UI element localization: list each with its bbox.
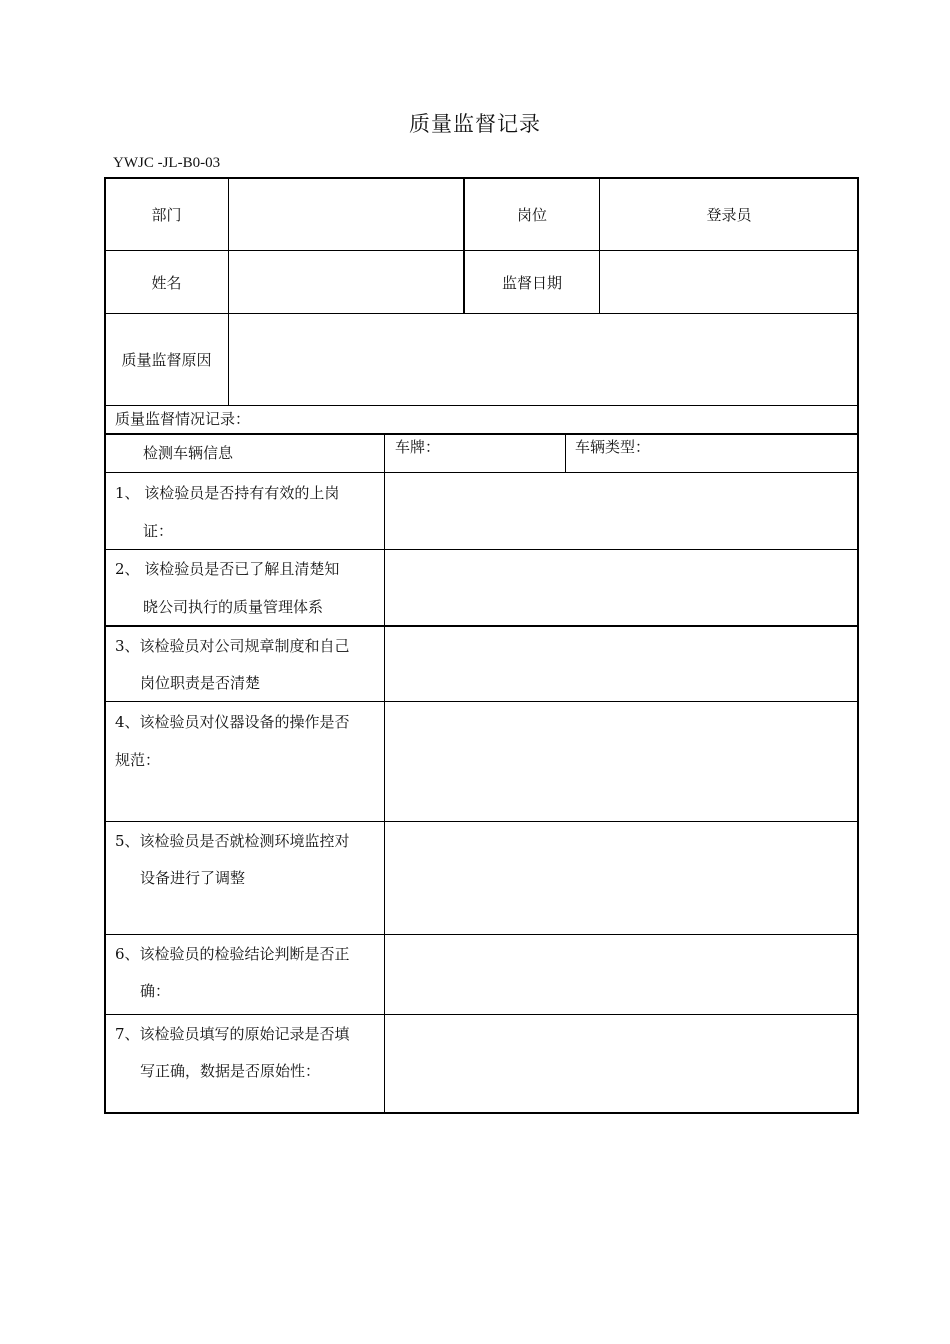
- plate-label[interactable]: 车牌：: [395, 438, 441, 456]
- name-label: 姓名: [151, 274, 182, 292]
- item-6-answer[interactable]: [386, 935, 858, 1014]
- supervision-date-field[interactable]: [600, 251, 858, 313]
- item-7-text: 7、该检验员填写的原始记录是否填: [115, 1025, 350, 1043]
- item-3-text: 3、该检验员对公司规章制度和自己: [115, 637, 350, 655]
- document-code: YWJC -JL-B0-03: [113, 155, 221, 171]
- vehicle-info-label: 检测车辆信息: [143, 444, 234, 462]
- item-4-answer[interactable]: [386, 702, 858, 821]
- item-6-text: 确：: [140, 982, 171, 1000]
- reason-label: 质量监督原因: [121, 351, 212, 369]
- item-7-answer[interactable]: [386, 1015, 858, 1112]
- item-5-answer[interactable]: [386, 822, 858, 934]
- item-2-text: 晓公司执行的质量管理体系: [143, 598, 324, 616]
- item-6-text: 6、该检验员的检验结论判断是否正: [115, 945, 350, 963]
- item-2-text: 2、 该检验员是否已了解且清楚知: [115, 560, 340, 578]
- name-field[interactable]: [229, 251, 463, 313]
- reason-field[interactable]: [229, 314, 858, 405]
- item-1-text: 证：: [143, 522, 174, 540]
- column-divider: [565, 433, 566, 472]
- dept-field[interactable]: [229, 178, 463, 250]
- column-divider: [384, 433, 385, 1114]
- item-5-text: 5、该检验员是否就检测环境监控对: [115, 832, 350, 850]
- item-2-answer[interactable]: [386, 550, 858, 625]
- vehicle-type-label[interactable]: 车辆类型：: [575, 438, 651, 456]
- item-4-text: 规范：: [115, 751, 161, 769]
- supervision-date-label: 监督日期: [501, 274, 562, 292]
- item-7-text: 写正确，数据是否原始性：: [140, 1062, 321, 1080]
- item-4-text: 4、该检验员对仪器设备的操作是否: [115, 713, 350, 731]
- page-title: 质量监督记录: [409, 112, 541, 136]
- item-3-text: 岗位职责是否清楚: [140, 674, 261, 692]
- post-value[interactable]: 登录员: [706, 206, 752, 224]
- item-3-answer[interactable]: [386, 627, 858, 701]
- item-1-text: 1、 该检验员是否持有有效的上岗: [115, 484, 340, 502]
- post-label: 岗位: [516, 206, 547, 224]
- record-heading: 质量监督情况记录：: [115, 410, 251, 428]
- dept-label: 部门: [151, 206, 182, 224]
- item-1-answer[interactable]: [386, 473, 858, 549]
- item-5-text: 设备进行了调整: [140, 869, 246, 887]
